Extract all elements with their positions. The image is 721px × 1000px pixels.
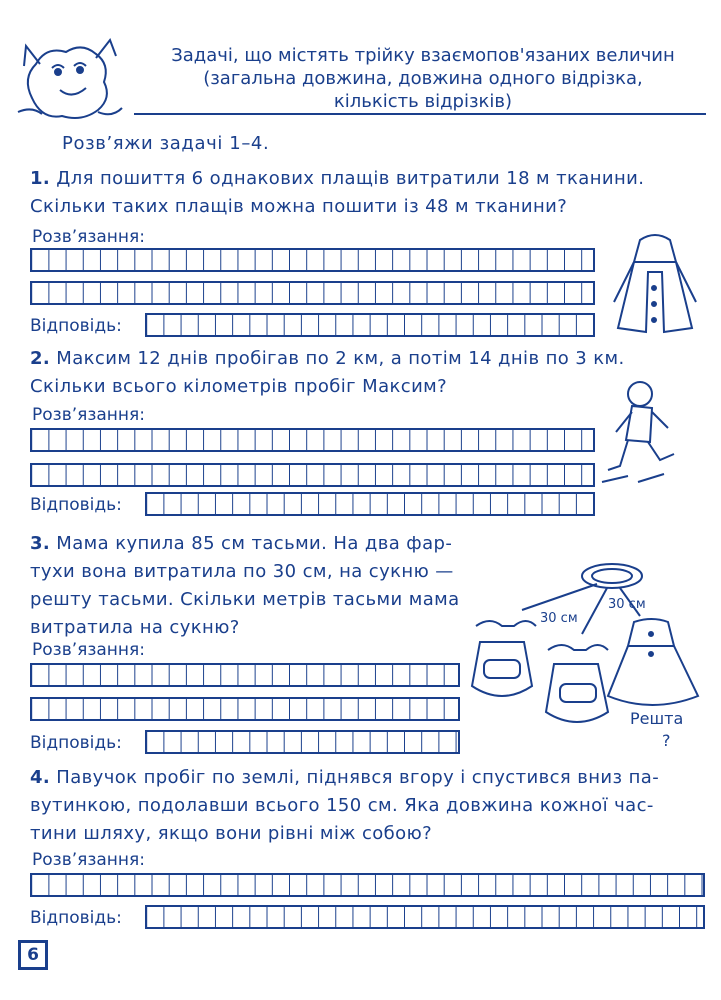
problem-3-answer-label: Відповідь: <box>30 733 122 753</box>
ribbon-aprons-dress-illustration <box>462 556 712 756</box>
ribbon-label-question: ? <box>662 731 671 750</box>
problem-2-answer-grid[interactable] <box>145 492 595 516</box>
problem-4-line-2: вутинкою, подолавши всього 150 см. Яка довжина кожної час- <box>30 795 654 816</box>
problem-2-solution-grid-2[interactable] <box>30 463 595 487</box>
problem-4 <box>30 764 710 848</box>
problem-1-number: 1. <box>30 168 51 189</box>
dragon-mascot-icon <box>12 28 130 126</box>
problem-3-answer-grid[interactable] <box>145 730 460 754</box>
problem-3-solution-grid-2[interactable] <box>30 697 460 721</box>
running-boy-icon <box>598 378 708 493</box>
title-line-2: (загальна довжина, довжина одного відрізка, <box>203 68 643 89</box>
problem-1-answer-label: Відповідь: <box>30 316 122 336</box>
problem-1 <box>30 165 710 221</box>
title-line-1: Задачі, що містять трійку взаємопов'язаних величин <box>171 45 675 66</box>
problem-2-answer-label: Відповідь: <box>30 495 122 515</box>
problem-1-line-2: Скільки таких плащів можна пошити із 48 м тканини? <box>30 196 568 217</box>
problem-3 <box>30 530 470 642</box>
problem-4-solution-label: Розв’язання: <box>32 850 145 870</box>
problem-1-solution-grid-1[interactable] <box>30 248 595 272</box>
problem-2-solution-grid-1[interactable] <box>30 428 595 452</box>
problem-1-solution-grid-2[interactable] <box>30 281 595 305</box>
problem-3-line-1: Мама купила 85 см тасьми. На два фар- <box>56 533 453 554</box>
problem-1-answer-grid[interactable] <box>145 313 595 337</box>
problem-4-line-3: тини шляху, якщо вони рівні між собою? <box>30 823 433 844</box>
problem-3-solution-grid-1[interactable] <box>30 663 460 687</box>
problem-2-number: 2. <box>30 348 51 369</box>
problem-4-solution-grid[interactable] <box>30 873 705 897</box>
ribbon-label-b: 30 см <box>608 597 646 612</box>
problem-4-answer-label: Відповідь: <box>30 908 122 928</box>
ribbon-label-rest: Решта <box>630 709 684 728</box>
ribbon-label-a: 30 см <box>540 611 578 626</box>
problem-3-line-2: тухи вона витратила по 30 см, на сукню — <box>30 561 454 582</box>
intro-text: Розв’яжи задачі 1–4. <box>62 133 270 154</box>
title-line-3: кількість відрізків) <box>333 91 513 112</box>
raincoat-icon <box>610 232 700 342</box>
section-title <box>140 44 706 113</box>
problem-4-line-1: Павучок пробіг по землі, піднявся вгору і спустився вниз па- <box>56 767 660 788</box>
title-rule <box>134 113 706 115</box>
problem-3-line-3: решту тасьми. Скільки метрів тасьми мама <box>30 589 460 610</box>
problem-1-solution-label: Розв’язання: <box>32 227 145 247</box>
page-number: 6 <box>18 940 48 970</box>
problem-4-answer-grid[interactable] <box>145 905 705 929</box>
problem-1-line-1: Для пошиття 6 однакових плащів витратили 18 м тканини. <box>56 168 645 189</box>
problem-3-line-4: витратила на сукню? <box>30 617 240 638</box>
problem-4-number: 4. <box>30 767 51 788</box>
problem-2-solution-label: Розв’язання: <box>32 405 145 425</box>
problem-3-number: 3. <box>30 533 51 554</box>
problem-2-line-1: Максим 12 днів пробігав по 2 км, а потім 14 днів по 3 км. <box>56 348 625 369</box>
problem-2-line-2: Скільки всього кілометрів пробіг Максим? <box>30 376 448 397</box>
problem-3-solution-label: Розв’язання: <box>32 640 145 660</box>
